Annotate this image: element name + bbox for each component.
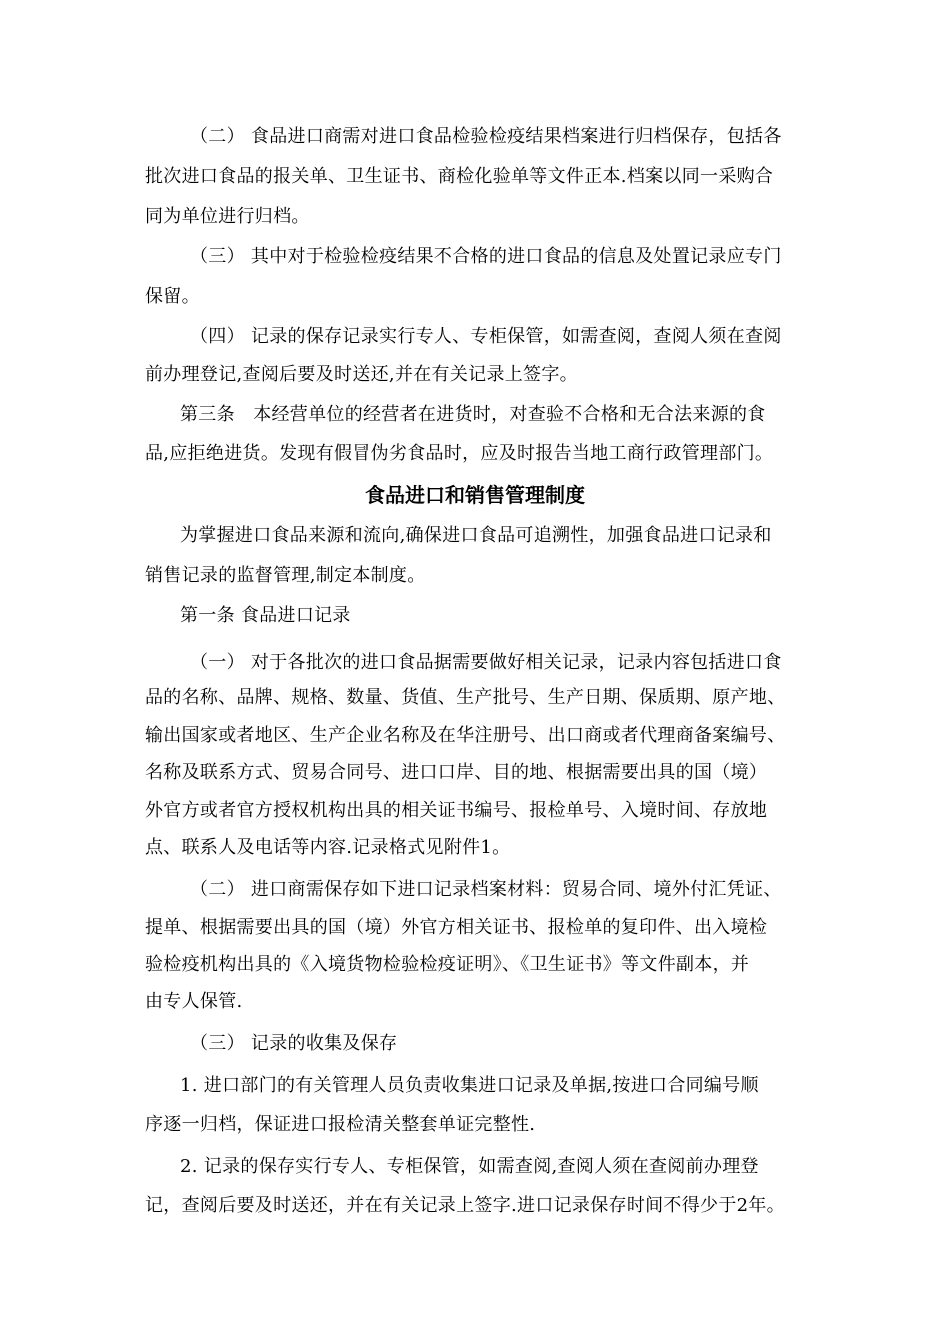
paragraph-line: 点、联系人及电话等内容.记录格式见附件1。 [145, 837, 511, 858]
paragraph-line: 记，查阅后要及时送还，并在有关记录上签字.进口记录保存时间不得少于2年。 [145, 1195, 785, 1216]
paragraph-line: （二） 进口商需保存如下进口记录档案材料：贸易合同、境外付汇凭证、 [190, 879, 782, 900]
paragraph-line: 由专人保管. [145, 991, 243, 1012]
paragraph-line: 前办理登记,查阅后要及时送还,并在有关记录上签字。 [145, 364, 578, 385]
paragraph-line: （四） 记录的保存记录实行专人、专柜保管，如需查阅，查阅人须在查阅 [190, 326, 782, 347]
paragraph-line: 1. 进口部门的有关管理人员负责收集进口记录及单据,按进口合同编号顺 [180, 1075, 759, 1096]
paragraph-line: 序逐一归档，保证进口报检清关整套单证完整性. [145, 1114, 536, 1135]
paragraph-line: 同为单位进行归档。 [145, 206, 310, 227]
subsection-title: （三） 记录的收集及保存 [190, 1033, 398, 1054]
paragraph-line: （二） 食品进口商需对进口食品检验检疫结果档案进行归档保存，包括各 [190, 126, 782, 147]
paragraph-line: 外官方或者官方授权机构出具的相关证书编号、报检单号、入境时间、存放地 [145, 800, 768, 821]
paragraph-line: 提单、根据需要出具的国（境）外官方相关证书、报检单的复印件、出入境检 [145, 917, 768, 938]
article-title: 第一条 食品进口记录 [180, 605, 351, 626]
paragraph-line: （一） 对于各批次的进口食品据需要做好相关记录，记录内容包括进口食 [190, 652, 782, 673]
paragraph-line: 批次进口食品的报关单、卫生证书、商检化验单等文件正本.档案以同一采购合 [145, 166, 774, 187]
paragraph-line: 保留。 [145, 286, 200, 307]
paragraph-line: 输出国家或者地区、生产企业名称及在华注册号、出口商或者代理商备案编号、 [145, 725, 786, 746]
paragraph-line: 2. 记录的保存实行专人、专柜保管，如需查阅,查阅人须在查阅前办理登 [180, 1156, 759, 1177]
paragraph-line: 验检疫机构出具的《入境货物检验检疫证明》、《卫生证书》等文件副本，并 [145, 954, 750, 975]
section-heading: 食品进口和销售管理制度 [365, 483, 585, 507]
paragraph-line: 品的名称、品牌、规格、数量、货值、生产批号、生产日期、保质期、原产地、 [145, 687, 786, 708]
paragraph-line: 第三条 本经营单位的经营者在进货时，对查验不合格和无合法来源的食 [180, 404, 766, 425]
paragraph-line: （三） 其中对于检验检疫结果不合格的进口食品的信息及处置记录应专门 [190, 246, 782, 267]
paragraph-line: 品,应拒绝进货。发现有假冒伪劣食品时，应及时报告当地工商行政管理部门。 [145, 443, 774, 464]
paragraph-line: 名称及联系方式、贸易合同号、进口口岸、目的地、根据需要出具的国（境） [145, 762, 768, 783]
paragraph-line: 销售记录的监督管理,制定本制度。 [145, 565, 426, 586]
paragraph-line: 为掌握进口食品来源和流向,确保进口食品可追溯性，加强食品进口记录和 [180, 525, 772, 546]
